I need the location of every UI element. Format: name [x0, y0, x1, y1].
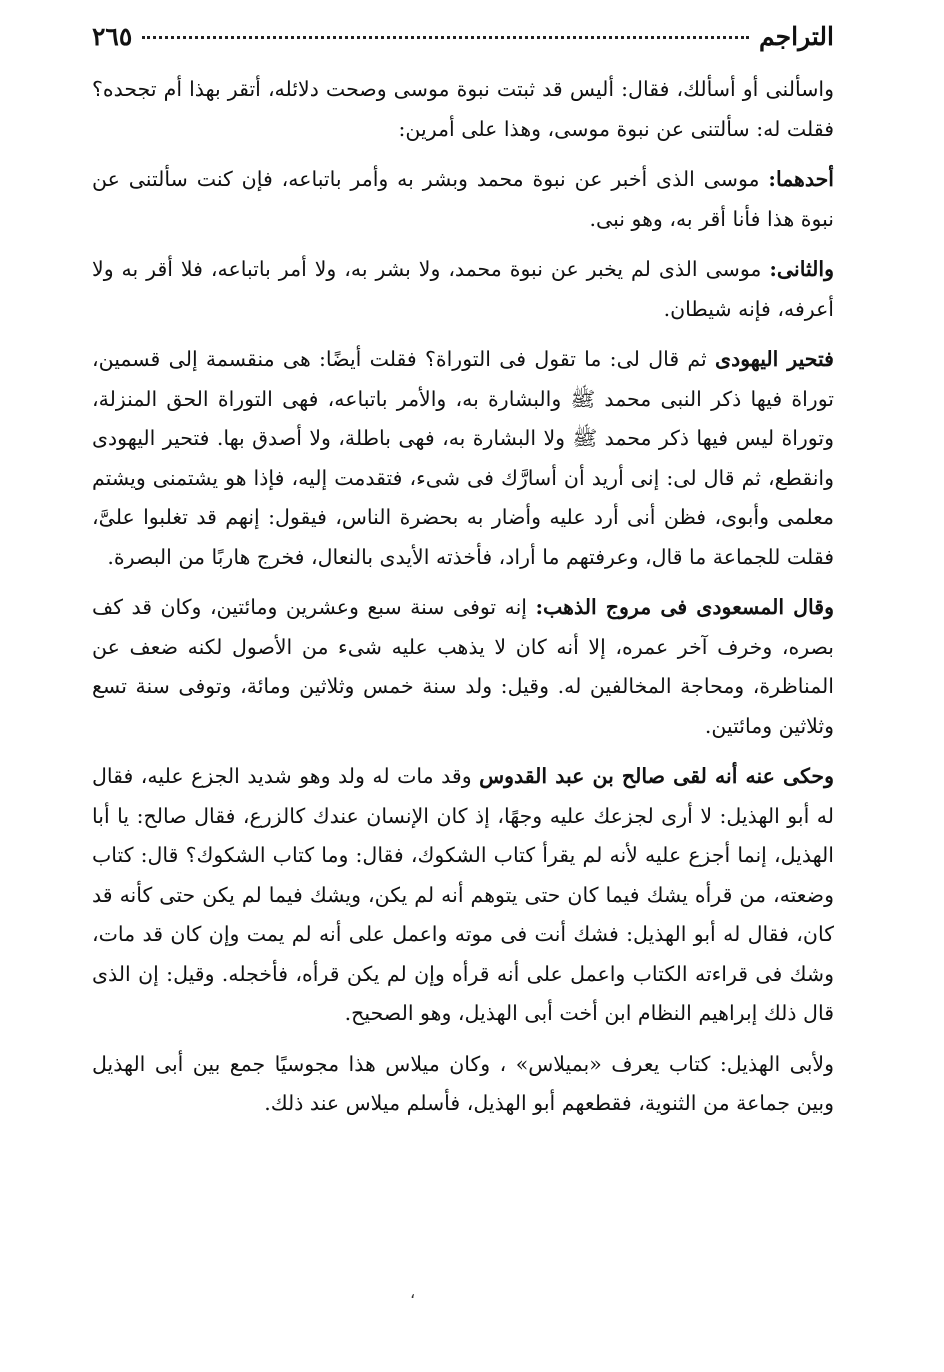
- paragraph-text: موسى الذى لم يخبر عن نبوة محمد، ولا بشر به، ولا أمر باتباعه، فلا أقر به ولا أعرفه، فإنه شيطان.: [92, 257, 834, 321]
- paragraph-text: إنه توفى سنة سبع وعشرين ومائتين، وكان قد كف بصره، وخرف آخر عمره، إلا أنه كان لا يذهب عليه شىء من الأصول لكنه ضعف عن المناظرة، ومحاجة المخالفين له. وقيل: ولد سنة خمس وثلاثين ومائة، وتوفى سنة تسع وثلاثين ومائتين.: [92, 595, 834, 738]
- paragraph-text: واسألنى أو أسألك، فقال: أليس قد ثبتت نبوة موسى وصحت دلائله، أتقر بهذا أم تجحده؟ فقلت له: سألتنى عن نبوة موسى، وهذا على أمرين:: [92, 77, 834, 141]
- paragraph: [92, 340, 834, 577]
- paragraph-lead: فتحير اليهودى: [715, 347, 834, 371]
- paragraph-lead: والثانى:: [769, 257, 834, 281]
- paragraph-lead: وقال المسعودى فى مروج الذهب:: [535, 595, 834, 619]
- paragraph: [92, 70, 834, 149]
- paragraph: [92, 1045, 834, 1124]
- paragraph: [92, 250, 834, 329]
- page-number: ٢٦٥: [92, 22, 133, 51]
- paragraph: [92, 160, 834, 239]
- paragraph-text: ثم قال لى: ما تقول فى التوراة؟ فقلت أيضًا: هى منقسمة إلى قسمين، توراة فيها ذكر النبى محمد ﷺ والبشارة به، والأمر باتباعه، فهى التوراة الحق المنزلة، وتوراة ليس فيها ذكر محمد ﷺ ولا البشارة به، فهى باطلة، ولا أصدق بها. فتحير اليهودى وانقطع، ثم قال لى: إنى أريد أن أسارَّك فى شىء، فتقدمت إليه، فإذا هو يشتمنى ويشتم معلمى وأبوى، فظن أنى أرد عليه وأضار به بحضرة الناس، فيقول: إنهم قد تغلبوا علىَّ، فقلت للجماعة ما قال، وعرفتهم ما أراد، فأخذته الأيدى بالنعال، فخرج هاربًا من البصرة.: [92, 347, 834, 569]
- paragraph-text: موسى الذى أخبر عن نبوة محمد وبشر به وأمر باتباعه، فإن كنت سألتنى عن نبوة هذا فأنا أقر به، وهو نبى.: [92, 167, 834, 231]
- paragraph-lead: وحكى عنه أنه لقى صالح بن عبد القدوس: [479, 764, 834, 788]
- running-head-title: التراجم: [759, 22, 834, 51]
- paragraph-text: ولأبى الهذيل: كتاب يعرف «بميلاس» ، وكان ميلاس هذا مجوسيًا جمع بين أبى الهذيل وبين جماعة من الثنوية، فقطعهم أبو الهذيل، فأسلم ميلاس عند ذلك.: [92, 1051, 834, 1115]
- leader-dots: [142, 35, 749, 39]
- paragraph-text: وقد مات له ولد وهو شديد الجزع عليه، فقال له أبو الهذيل: لا أرى لجزعك عليه وجهًا، إذ كان الإنسان عندك كالزرع، فقال صالح: يا أبا الهذيل، إنما أجزع عليه لأنه لم يقرأ كتاب الشكوك، فقال: وما كتاب الشكوك؟ قال: كتاب وضعته، من قرأه يشك فيما كان حتى يتوهم أنه لم يكن، ويشك فيما لم يكن حتى كأنه قد كان، فقال له أبو الهذيل: فشك أنت فى موته واعمل على أنه لم يمت وإن كان قد مات، وشك فى قراءته الكتاب واعمل على أنه قرأه وإن لم يكن قرأه، فأخجله. وقيل: إن الذى قال ذلك إبراهيم النظام ابن أخت أبى الهذيل، وهو الصحيح.: [92, 764, 834, 1025]
- running-header: [92, 22, 834, 70]
- paragraph: [92, 588, 834, 746]
- print-mark: ،: [410, 1283, 416, 1302]
- book-page: [92, 22, 834, 1352]
- paragraph: [92, 757, 834, 1034]
- paragraph-lead: أحدهما:: [768, 167, 834, 191]
